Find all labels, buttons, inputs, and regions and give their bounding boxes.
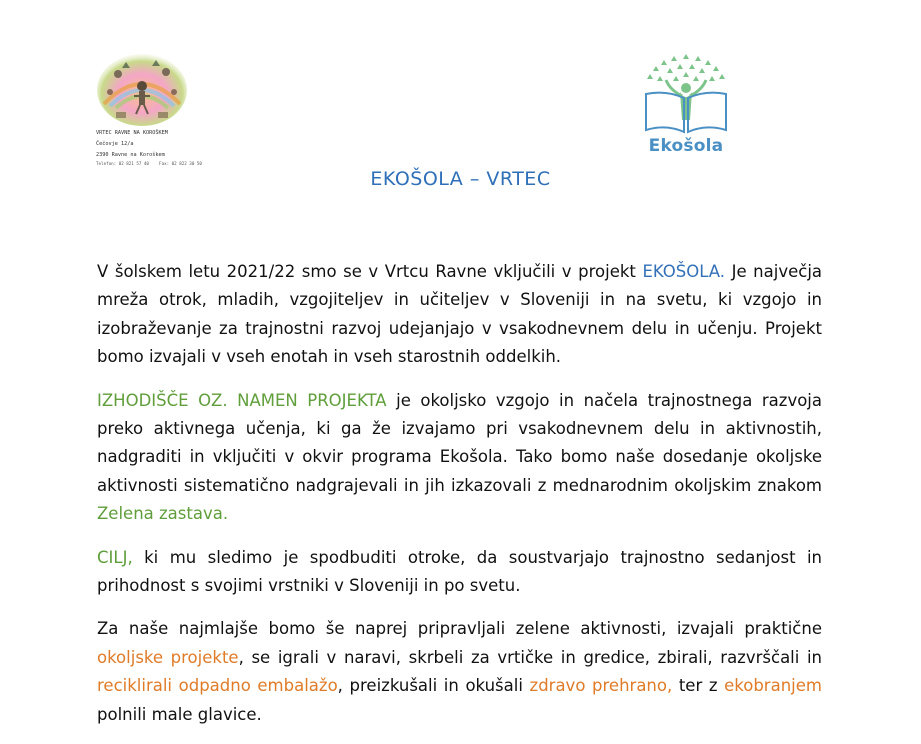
highlight-purpose: IZHODIŠČE OZ. NAMEN PROJEKTA — [97, 390, 387, 410]
tree-book-icon — [640, 50, 732, 138]
document-body — [97, 258, 822, 744]
ekosola-logo — [636, 50, 736, 156]
vrtec-street: Čečovje 12/a — [96, 141, 134, 147]
text: , preizkušali in okušali — [337, 676, 530, 696]
highlight-ecoreading: ekobranjem — [724, 676, 822, 696]
paragraph-activities — [97, 615, 822, 729]
ekosola-wordmark: Ekošola — [648, 136, 724, 156]
text: V šolskem letu 2021/22 smo se v Vrtcu Ravne vključili v projekt — [97, 262, 643, 281]
highlight-green-flag: Zelena zastava. — [97, 504, 229, 524]
page-title: EKOŠOLA – VRTEC — [370, 168, 551, 190]
vrtec-contact — [96, 161, 202, 167]
text: Je največja mreža otrok, mladih, vzgojiteljev in učiteljev v Sloveniji in na svetu, ki vzgojo in izobraževanje za trajnostni razvoj udejanjajo v vsakodnevnem delu in učenju. Projekt bomo izvajali v vseh enotah in vseh starostnih oddelkih. — [97, 262, 823, 367]
highlight-projects: okoljske projekte — [97, 647, 239, 667]
highlight-ekosola: EKOŠOLA. — [642, 262, 726, 281]
text: polnili male glavice. — [97, 704, 262, 724]
vrtec-phone: Telefon: 02 821 57 40 — [96, 161, 149, 166]
vrtec-drawing-icon — [96, 52, 188, 126]
highlight-recycling: reciklirali odpadno embalažo — [97, 676, 338, 696]
highlight-goal: CILJ, — [97, 547, 133, 567]
vrtec-name: VRTEC RAVNE NA KOROŠKEM — [96, 130, 168, 136]
vrtec-city: 2390 Ravne na Koroškem — [96, 152, 165, 158]
paragraph-goal — [97, 544, 822, 601]
vrtec-fax: Fax: 02 822 30 50 — [159, 161, 202, 166]
text: ki mu sledimo je spodbuditi otroke, da soustvarjajo trajnostno sedanjost in prihodnost s svojimi vrstniki v Sloveniji in po svetu. — [97, 547, 822, 596]
vrtec-logo — [96, 52, 202, 167]
text: ter z — [672, 676, 725, 696]
highlight-healthy-food: zdravo prehrano, — [529, 676, 673, 696]
text: Za naše najmlajše bomo še naprej pripravljali zelene aktivnosti, izvajali praktične — [97, 619, 822, 639]
text: , se igrali v naravi, skrbeli za vrtičke in gredice, zbirali, razvrščali in — [238, 647, 823, 667]
paragraph-purpose — [97, 387, 822, 529]
paragraph-intro — [97, 258, 822, 372]
text: je okoljsko vzgojo in načela trajnostnega razvoja preko aktivnega učenja, ki ga že izvajamo pri vsakodnevnem delu in aktivnostih, nadgraditi in vključiti v okvir programa Ekošola. Tako bomo naše dosedanje okoljske aktivnosti sistematično nadgrajevali in jih izkazovali z mednarodnim okoljskim znakom — [97, 390, 822, 495]
